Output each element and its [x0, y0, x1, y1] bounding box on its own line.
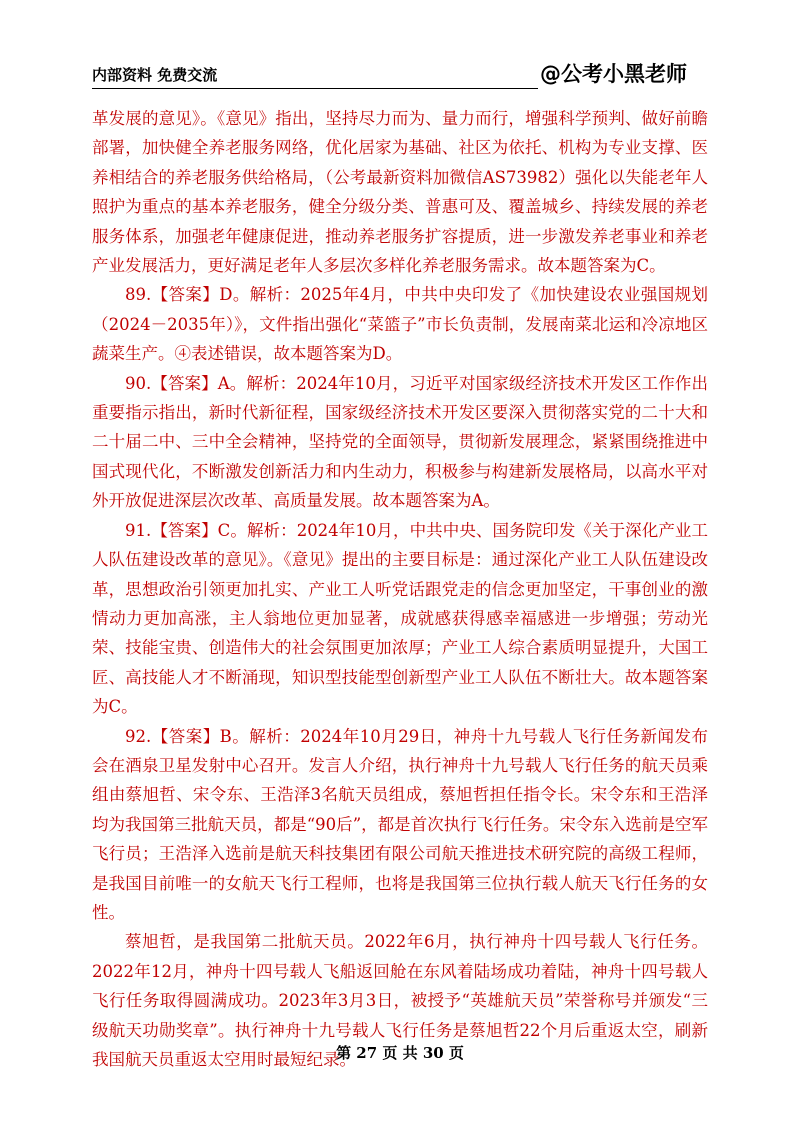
- paragraph-answer-92: 92.【答案】B。解析：2024年10月29日，神舟十九号载人飞行任务新闻发布会在酒泉卫星发射中心召开。发言人介绍，执行神舟十九号载人飞行任务的航天员乘组由蔡旭哲、宋令东、王浩泽3名航天员组成，蔡旭哲担任指令长。宋令东和王浩泽均为我国第三批航天员，都是“90后”，都是首次执行飞行任务。宋令东入选前是空军飞行员；王浩泽入选前是航天科技集团有限公司航天推进技术研究院的高级工程师，是我国目前唯一的女航天飞行工程师，也将是我国第三位执行载人航天飞行任务的女性。: [92, 726, 708, 922]
- page-number: 第 27 页 共 30 页: [336, 1044, 464, 1062]
- paragraph-answer-91: 91.【答案】C。解析：2024年10月，中共中央、国务院印发《关于深化产业工人队伍建设改革的意见》。《意见》提出的主要目标是：通过深化产业工人队伍建设改革，思想政治引领更加扎实、产业工人听党话跟党走的信念更加坚定，干事创业的激情动力更加高涨，主人翁地位更加显著，成就感获得感幸福感进一步增强；劳动光荣、技能宝贵、创造伟大的社会氛围更加浓厚；产业工人综合素质明显提升，大国工匠、高技能人才不断涌现，知识型技能型创新型产业工人队伍不断壮大。故本题答案为C。: [92, 520, 708, 717]
- paragraph-answer-92-continued: 蔡旭哲，是我国第二批航天员。2022年6月，执行神舟十四号载人飞行任务。2022年12月，神舟十四号载人飞船返回舱在东风着陆场成功着陆，神舟十四号载人飞行任务取得圆满成功。2023年3月3日，被授予“英雄航天员”荣誉称号并颁发“三级航天功勋奖章”。执行神舟十九号载人飞行任务是蔡旭哲22个月后重返太空，刷新我国航天员重返太空用时最短纪录。: [92, 932, 708, 1069]
- paragraph-answer-89: 89.【答案】D。解析：2025年4月，中共中央印发了《加快建设农业强国规划（2024－2035年）》，文件指出强化“菜篮子”市长负责制，发展南菜北运和冷凉地区蔬菜生产。④表述错误，故本题答案为D。: [92, 285, 708, 364]
- paragraph-answer-90: 90.【答案】A。解析：2024年10月，习近平对国家级经济技术开发区工作作出重要指示指出，新时代新征程，国家级经济技术开发区要深入贯彻落实党的二十大和二十届二中、三中全会精神，坚持党的全面领导，贯彻新发展理念，紧紧围绕推进中国式现代化，不断激发创新活力和内生动力，积极参与构建新发展格局，以高水平对外开放促进深层次改革、高质量发展。故本题答案为A。: [92, 373, 708, 511]
- document-body: [92, 104, 708, 1074]
- header-watermark-handle: @公考小黑老师: [540, 62, 687, 86]
- header-left-text: 内部资料 免费交流: [92, 66, 218, 84]
- paragraph-continuation: 革发展的意见》。《意见》指出，坚持尽力而为、量力而行，增强科学预判、做好前瞻部署，加快健全养老服务网络，优化居家为基础、社区为依托、机构为专业支撑、医养相结合的养老服务供给格局，（公考最新资料加微信AS73982）强化以失能老年人照护为重点的基本养老服务，健全分级分类、普惠可及、覆盖城乡、持续发展的养老服务体系，加强老年健康促进，推动养老服务扩容提质，进一步激发养老事业和养老产业发展活力，更好满足老年人多层次多样化养老服务需求。故本题答案为C。: [92, 109, 708, 276]
- header-divider: [92, 88, 538, 89]
